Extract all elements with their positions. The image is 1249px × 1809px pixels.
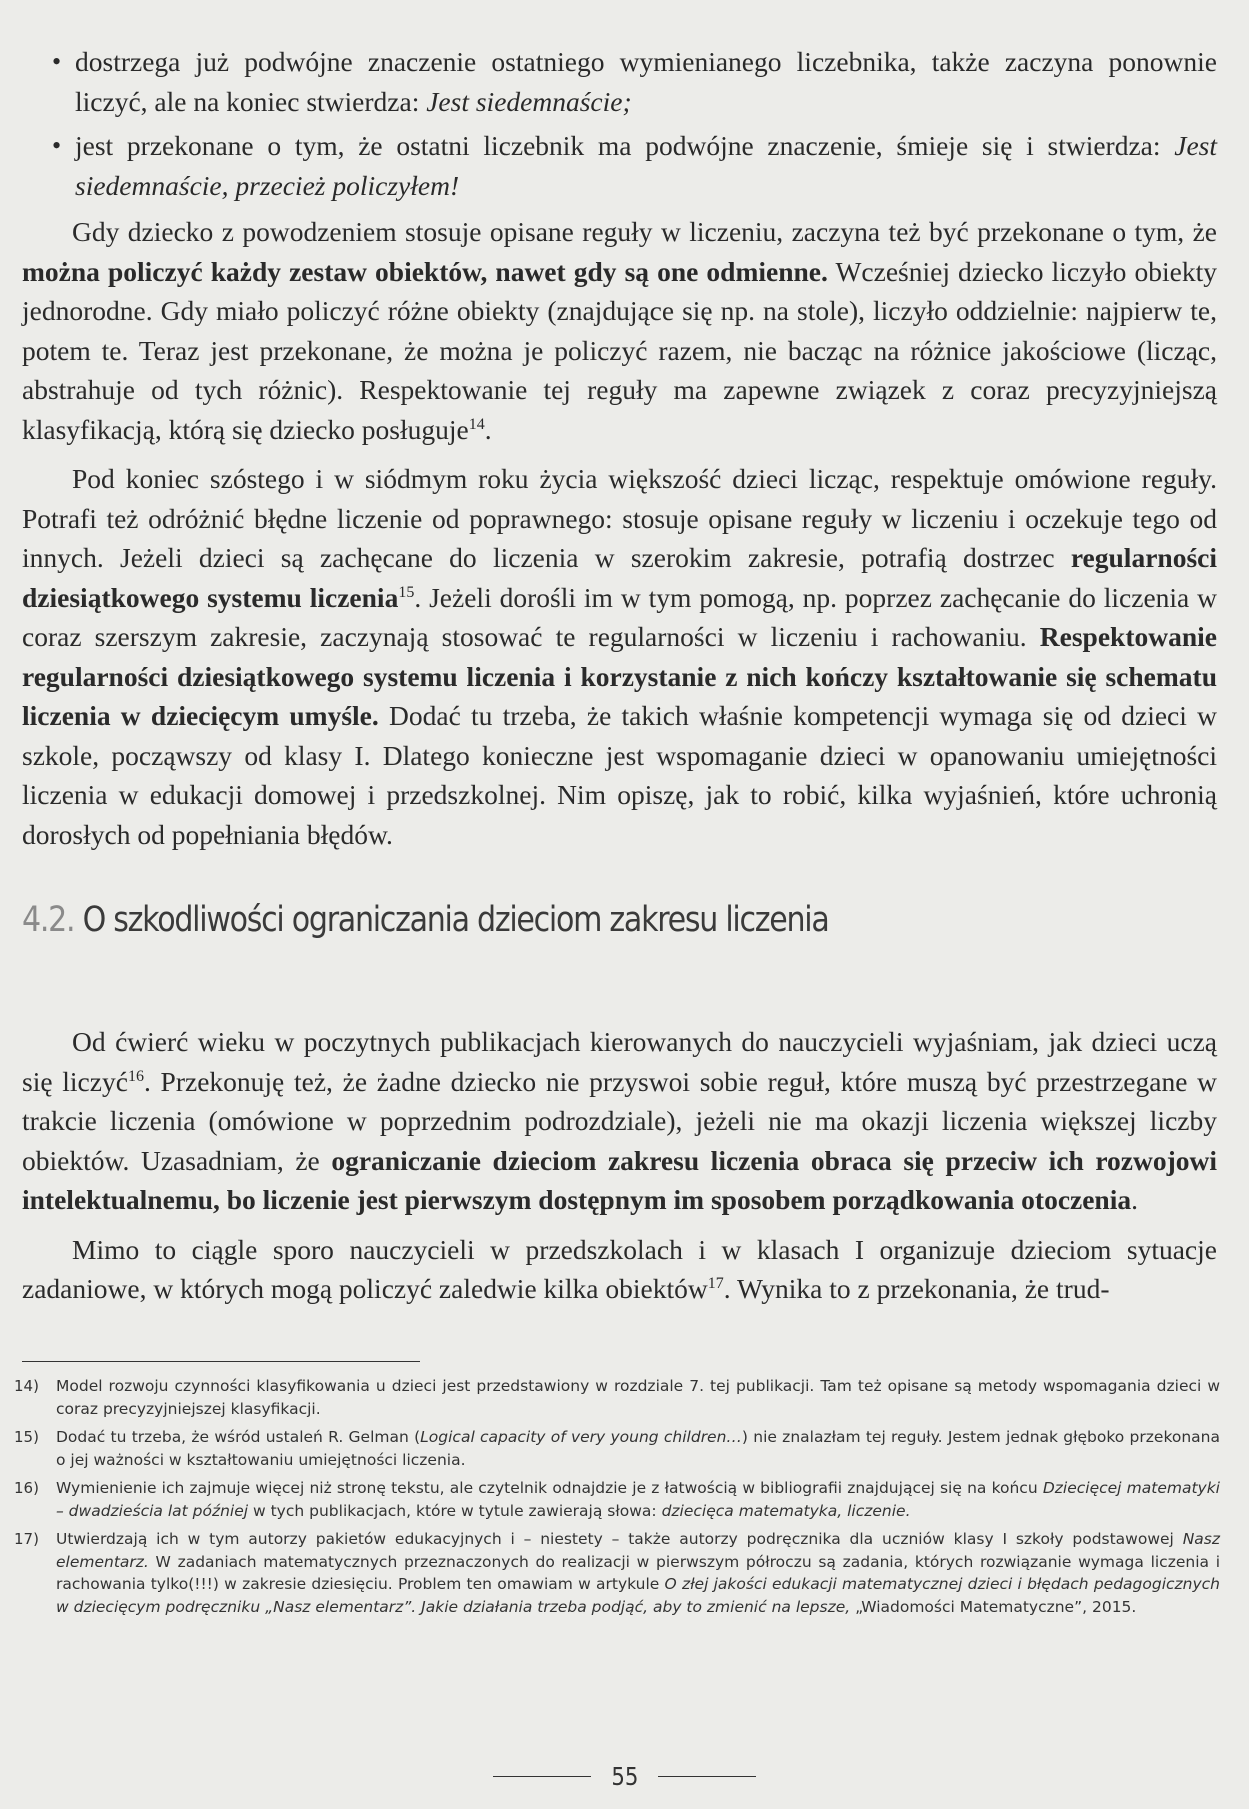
footnote-ref: 17 (707, 1274, 724, 1292)
text-run: ) nie znalazłam tej reguły. Jestem jednak głęboko przekonana o jej ważności w kształtowaniu umiejętności liczenia. (56, 1428, 1220, 1469)
paragraph (22, 212, 1217, 449)
italic-run: Nasz elementarz. (56, 1530, 1220, 1571)
bold-run: Respektowanie regularności dziesiątkowego systemu liczenia i korzystanie z nich kończy kształtowanie się schematu liczenia w dziecięcym umyśle. (22, 621, 1217, 731)
footnote-ref: 15 (398, 583, 415, 601)
text-run: Wymienienie ich zajmuje więcej niż stronę tekstu, ale czytelnik odnajdzie je z łatwością w bibliografii znajdującej się na końcu (56, 1479, 1043, 1497)
italic-run: O złej jakości edukacji matematycznej dzieci i błędach pedagogicznych w dziecięcym podręczniku „Nasz elementarz”. Jakie działania trzeba podjąć, aby to zmienić na lepsze, (56, 1575, 1220, 1616)
folio-rule-left (493, 1776, 591, 1777)
text-run: Mimo to ciągle sporo nauczycieli w przedszkolach i w klasach I organizuje dzieciom sytuacje zadaniowe, w których mogą policzyć zaledwie kilka obiektów (22, 1233, 1217, 1304)
text-run: . Przekonuję też, że żadne dziecko nie przyswoi sobie reguł, które muszą być przestrzegane w trakcie liczenia (omówione w poprzednim podrozdziale), jeżeli nie ma okazji liczenia większej liczby obiektów. Uzasadniam, że (22, 1065, 1217, 1176)
text-run: Model rozwoju czynności klasyfikowania u dzieci jest przedstawiony w rozdziale 7. tej publikacji. Tam też opisane są metody wspomagania dzieci w coraz precyzyjniejszej klasyfikacji. (56, 1377, 1220, 1418)
paragraph (22, 1230, 1217, 1309)
footnote-ref: 16 (127, 1067, 144, 1085)
paragraph (22, 459, 1217, 854)
text-run: . Jeżeli dorośli im w tym pomogą, np. poprzez zachęcanie do liczenia w coraz szerszym zakresie, zaczynają stosować te regularności w liczeniu i rachowaniu. (22, 581, 1218, 652)
text-run: W zadaniach matematycznych przeznaczonych do realizacji w pierwszym półroczu są zadania, których rozwiązanie wymaga liczenia i rachowania tylko(!!!) w zakresie dziesięciu. Problem ten omawiam w artykule (56, 1552, 1220, 1593)
text-run: . Wynika to z przekonania, że trud- (723, 1273, 1110, 1304)
italic-run: Dziecięcej matematyki – dwadzieścia lat później (56, 1479, 1220, 1520)
text-run: . (1131, 1184, 1138, 1215)
text-run: „Wiadomości Matematyczne”, 2015. (850, 1597, 1137, 1616)
footnote-text (56, 1528, 1220, 1618)
footnotes (14, 1375, 1220, 1624)
footnote-number: 14) (14, 1377, 39, 1395)
bullet-italic: Jest siedemnaście; (426, 85, 632, 117)
text-run: Gdy dziecko z powodzeniem stosuje opisane reguły w liczeniu, zaczyna też być przekonane o tym, że (72, 216, 1217, 247)
text-run: Od ćwierć wieku w poczytnych publikacjach kierowanych do nauczycieli wyjaśniam, jak dzieci uczą się liczyć (22, 1026, 1217, 1097)
text-run: Pod koniec szóstego i w siódmym roku życia większość dzieci licząc, respektuje omówione reguły. Potrafi też odróżnić błędne liczenie od poprawnego: stosuje opisane reguły w liczeniu i oczekuje tego od innych. Jeżeli dzieci są zachęcane do liczenia w szerokim zakresie, potrafią dostrzec (22, 463, 1217, 573)
footnote (14, 1375, 1220, 1420)
bullet-text: jest przekonane o tym, że ostatni liczebnik ma podwójne znaczenie, śmieje się i stwierdza: (75, 130, 1175, 161)
footnote (14, 1426, 1220, 1471)
footnote-text (56, 1375, 1220, 1420)
section-number: 4.2. (22, 900, 75, 940)
text-run: Dodać tu trzeba, że wśród ustaleń R. Gelman ( (56, 1428, 421, 1446)
italic-run: Logical capacity of very young children… (420, 1428, 742, 1446)
footnote-number: 15) (14, 1428, 39, 1446)
footnote-text (56, 1426, 1220, 1471)
italic-run: dziecięca matematyka, liczenie. (661, 1501, 911, 1520)
bullet-italic: Jest siedemnaście, przecież policzyłem! (75, 130, 1217, 201)
text-run: . (484, 413, 492, 445)
text-run: Utwierdzają ich w tym autorzy pakietów edukacyjnych i – niestety – także autorzy podręcznika dla uczniów klasy I szkoły podstawowej (56, 1530, 1183, 1548)
bullet-text: dostrzega już podwójne znaczenie ostatniego wymienianego liczebnika, także zaczyna ponownie liczyć, ale na koniec stwierdza: (75, 46, 1217, 117)
bold-run: ograniczanie dzieciom zakresu liczenia obraca się przeciw ich rozwojowi intelektualnemu, bo liczenie jest pierwszym dostępnym im sposobem porządkowania otoczenia (22, 1144, 1217, 1215)
page-number: 55 (610, 1762, 639, 1791)
section-title: O szkodliwości ograniczania dzieciom zakresu liczenia (82, 900, 829, 940)
text-run: w tych publikacjach, które w tytule zawierają słowa: (248, 1501, 662, 1520)
footnote (14, 1477, 1220, 1522)
footnote-ref: 14 (468, 415, 485, 433)
footnote-separator (22, 1361, 420, 1362)
text-run: Wcześniej dziecko liczyło obiekty jednorodne. Gdy miało policzyć różne obiekty (znajdujące się np. na stole), liczyło oddzielnie: najpierw te, potem te. Teraz jest przekonane, że można je policzyć razem, nie bacząc na różnice jakościowe (licząc, abstrahuje od tych różnic). Respektowanie tej reguły ma zapewne związek z coraz precyzyjniejszą klasyfikacją, którą się dziecko posługuje (22, 255, 1217, 445)
paragraph (22, 1022, 1217, 1220)
section-heading (22, 900, 829, 940)
bullet-item (22, 126, 1217, 205)
text-run: Dodać tu trzeba, że takich właśnie kompetencji wymaga się od dzieci w szkole, począwszy od klasy I. Dlatego konieczne jest wspomaganie dzieci w opanowaniu umiejętności liczenia w edukacji domowej i przedszkolnej. Nim opiszę, jak to robić, kilka wyjaśnień, które uchronią dorosłych od popełniania błędów. (22, 700, 1217, 850)
bold-run: regularności dziesiątkowego systemu liczenia (22, 542, 1217, 613)
footnote (14, 1528, 1220, 1618)
folio-rule-right (658, 1776, 756, 1777)
section-1-body (22, 212, 1217, 864)
section-2-body (22, 1022, 1217, 1319)
page-folio (0, 1762, 1249, 1791)
footnote-number: 17) (14, 1530, 39, 1548)
bold-run: można policzyć każdy zestaw obiektów, nawet gdy są one odmienne. (22, 255, 828, 287)
footnote-text (56, 1477, 1220, 1522)
bullet-item (22, 42, 1217, 121)
bullet-list (22, 42, 1217, 210)
footnote-number: 16) (14, 1479, 39, 1497)
